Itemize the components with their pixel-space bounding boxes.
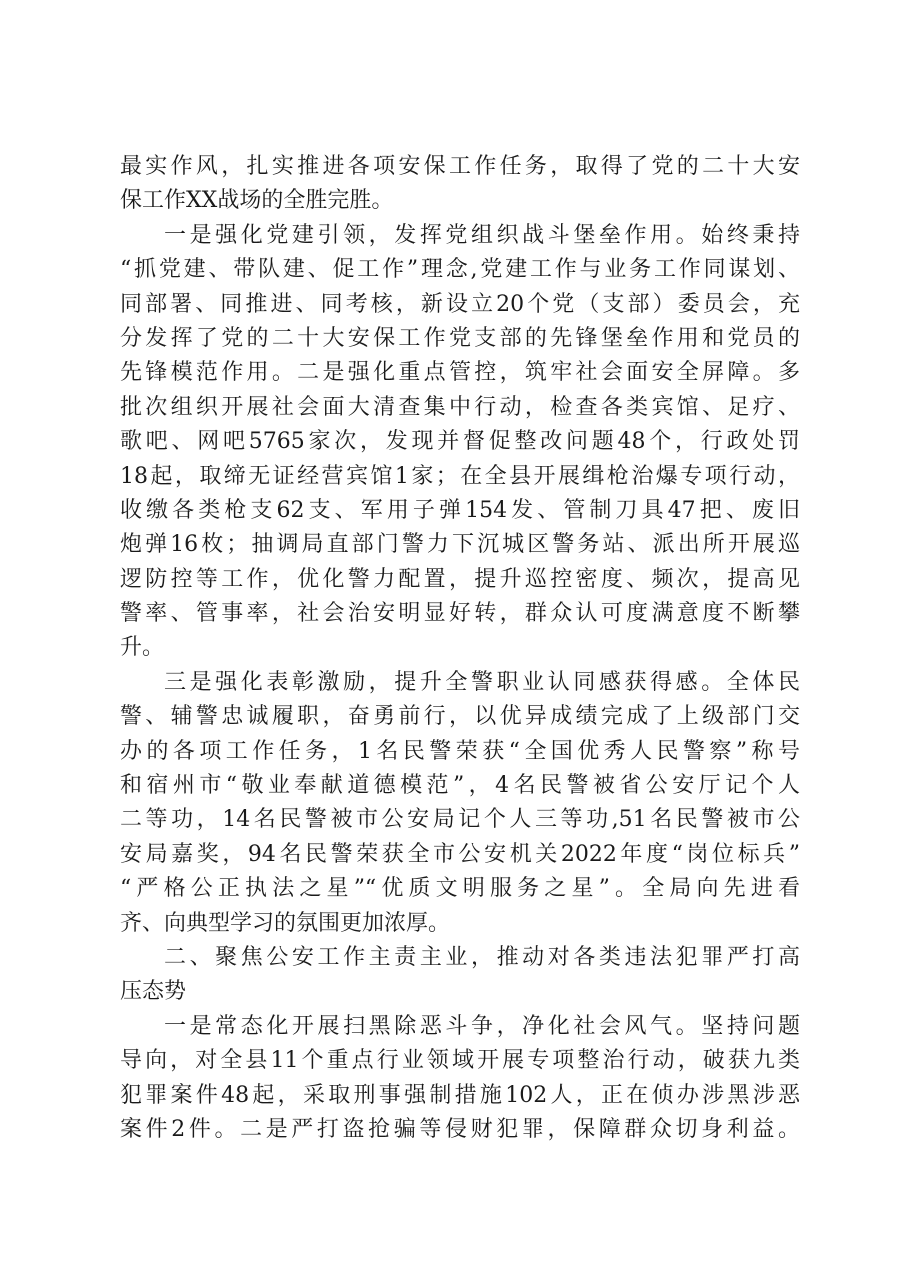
- text-line: 升。: [120, 635, 165, 661]
- text-line: 二等功，14名民警被市公安局记个人三等功,51名民警被市公: [120, 807, 800, 833]
- text-line: 警率、管事率，社会治安明显好转，群众认可度满意度不断攀: [120, 601, 800, 627]
- text-line: 18起，取缔无证经营宾馆1家；在全县开展缉枪治爆专项行动，: [120, 463, 800, 489]
- text-line: 保工作XX战场的全胜完胜。: [120, 188, 394, 214]
- text-line: 批次组织开展社会面大清查集中行动，检查各类宾馆、足疗、: [120, 394, 800, 420]
- text-line: 分发挥了党的二十大安保工作党支部的先锋堡垒作用和党员的: [120, 325, 800, 351]
- text-line: 犯罪案件48起，采取刑事强制措施102人，正在侦办涉黑涉恶: [120, 1082, 800, 1108]
- text-line: 歌吧、网吧5765家次，发现并督促整改问题48个，行政处罚: [120, 429, 800, 455]
- text-line: “严格公正执法之星”“优质文明服务之星”。全局向先进看: [120, 876, 800, 902]
- text-line: 最实作风，扎实推进各项安保工作任务，取得了党的二十大安: [120, 154, 800, 179]
- text-line: 案件2件。二是严打盗抢骗等侵财犯罪，保障群众切身利益。: [120, 1116, 800, 1142]
- text-line: 炮弹16枚；抽调局直部门警力下沉城区警务站、派出所开展巡: [120, 532, 800, 558]
- text-line: 警、辅警忠诚履职，奋勇前行，以优异成绩完成了上级部门交: [120, 704, 800, 730]
- text-line: 齐、向典型学习的氛围更加浓厚。: [120, 910, 451, 936]
- text-line: 一是强化党建引领，发挥党组织战斗堡垒作用。始终秉持: [164, 222, 800, 248]
- text-line: 办的各项工作任务，1名民警荣获“全国优秀人民警察”称号: [120, 738, 800, 764]
- text-line: 同部署、同推进、同考核，新设立20个党（支部）委员会，充: [120, 291, 800, 317]
- text-line: 先锋模范作用。二是强化重点管控，筑牢社会面安全屏障。多: [120, 360, 800, 386]
- text-line: “抓党建、带队建、促工作”理念,党建工作与业务工作同谋划、: [120, 257, 800, 283]
- text-line: 逻防控等工作，优化警力配置，提升巡控密度、频次，提高见: [120, 566, 800, 592]
- text-line: 三是强化表彰激励，提升全警职业认同感获得感。全体民: [164, 669, 800, 695]
- text-line: 和宿州市“敬业奉献道德模范”，4名民警被省公安厅记个人: [120, 773, 800, 799]
- text-line: 一是常态化开展扫黑除恶斗争，净化社会风气。坚持问题: [164, 1013, 800, 1039]
- text-line: 压态势: [120, 979, 187, 1005]
- text-line: 收缴各类枪支62支、军用子弹154发、管制刀具47把、废旧: [120, 497, 800, 523]
- document-body: [120, 150, 800, 1147]
- text-line: 安局嘉奖，94名民警荣获全市公安机关2022年度“岗位标兵”: [120, 841, 800, 867]
- text-line: 二、聚焦公安工作主责主业，推动对各类违法犯罪严打高: [164, 944, 800, 970]
- text-line: 导向，对全县11个重点行业领域开展专项整治行动，破获九类: [120, 1048, 800, 1074]
